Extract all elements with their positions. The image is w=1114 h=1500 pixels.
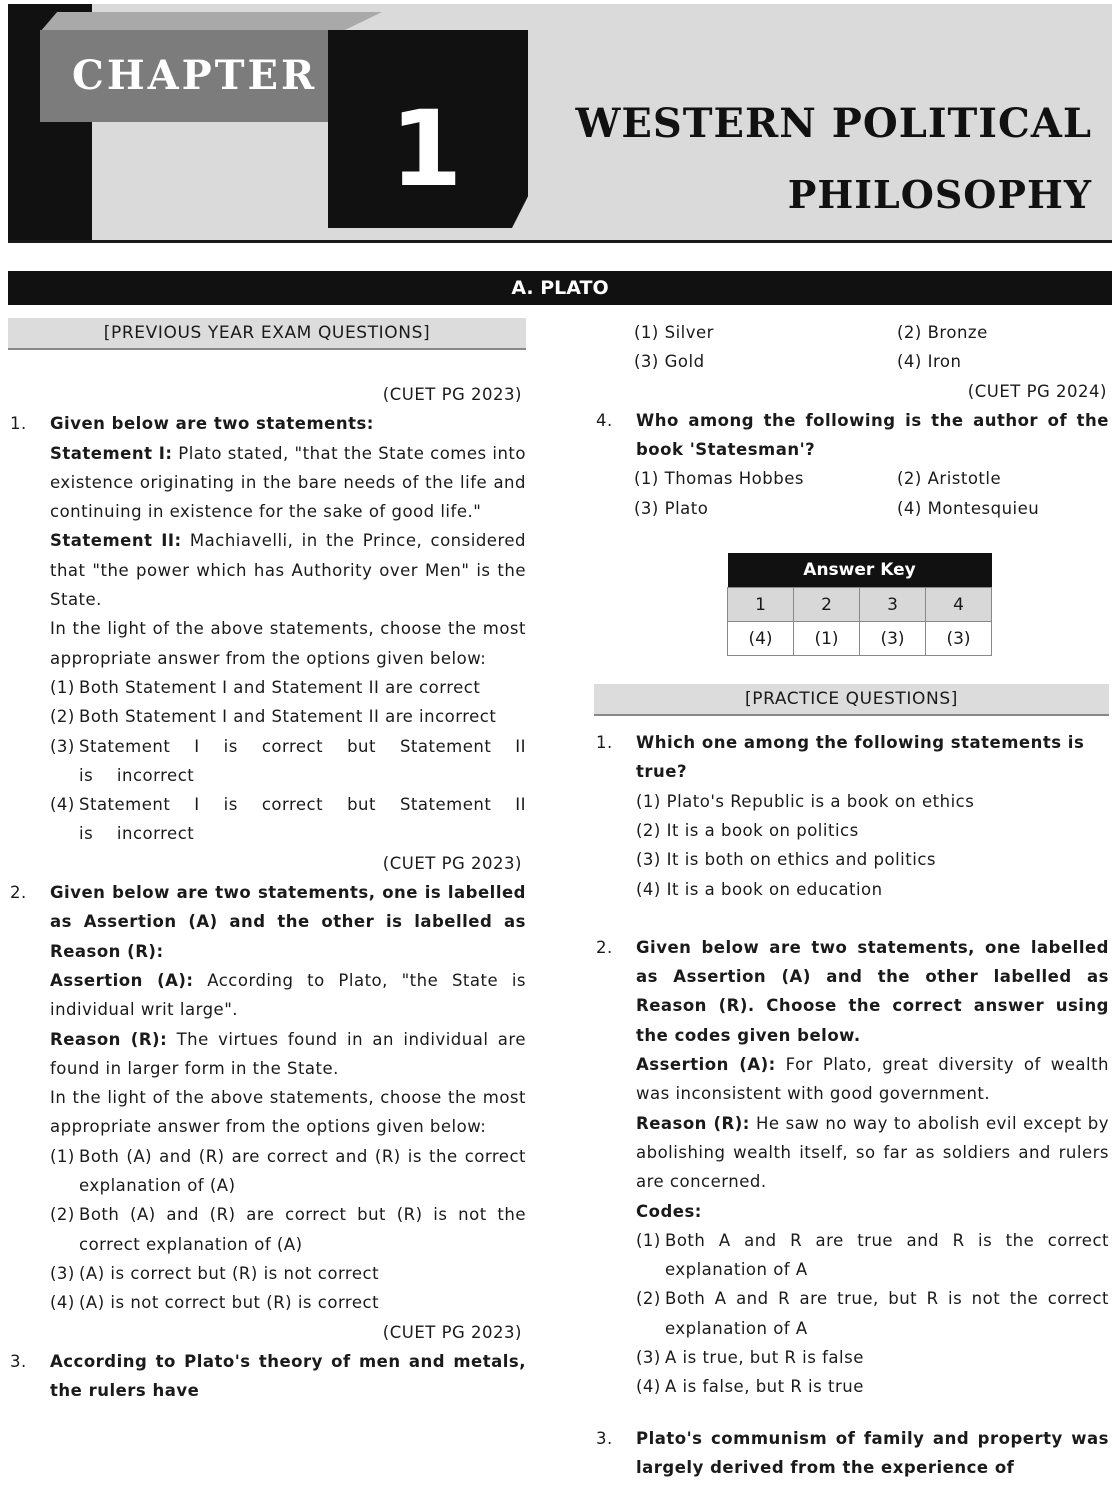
answer-key-question: 1 — [728, 588, 794, 622]
option-number: (1) — [50, 677, 75, 697]
question-number: 3. — [10, 1351, 27, 1371]
question-stem: Plato's communism of family and property was largely derived from the experience of — [636, 1428, 1109, 1477]
question-number: 4. — [596, 410, 613, 430]
option-text: (A) is not correct but (R) is correct — [79, 1293, 380, 1313]
option-number: (3) — [50, 1263, 75, 1283]
option: (4) Iron — [897, 352, 962, 372]
assertion-text: For Plato, great diversity of wealth was inconsistent with good government. — [636, 1055, 1109, 1104]
reason-label: Reason (R): — [636, 1113, 750, 1133]
question-number: 2. — [10, 883, 27, 903]
option-text: Statement I is correct but Statement II is incorrect — [79, 795, 526, 844]
q4-options — [594, 464, 1109, 523]
previous-year-heading: [PREVIOUS YEAR EXAM QUESTIONS] — [8, 318, 526, 350]
option — [50, 790, 526, 849]
reason-label: Reason (R): — [50, 1029, 168, 1049]
practice-question-2 — [594, 933, 1109, 1402]
option-number: (4) — [50, 1293, 75, 1313]
option-number: (3) — [50, 736, 75, 756]
option-text: Both Statement I and Statement II are incorrect — [79, 707, 497, 727]
q2-source: (CUET PG 2023) — [382, 853, 522, 873]
option: (2) Aristotle — [897, 469, 1002, 489]
option-number: (3) — [636, 1348, 661, 1368]
question-stem: According to Plato's theory of men and metals, the rulers have — [50, 1351, 526, 1401]
question-number: 1. — [596, 733, 613, 753]
instruction: In the light of the above statements, choose the most appropriate answer from the options given below: — [50, 619, 526, 668]
option-number: (4) — [636, 1377, 661, 1397]
q4-source: (CUET PG 2024) — [967, 381, 1107, 401]
option — [50, 702, 526, 731]
answer-key-question: 4 — [926, 588, 992, 622]
option-number: (1) — [636, 1230, 661, 1250]
assertion — [636, 1050, 1109, 1109]
right-column — [594, 318, 1109, 1482]
assertion-label: Assertion (A): — [50, 970, 194, 990]
option-text: Both Statement I and Statement II are correct — [79, 677, 481, 697]
option-number: (2) — [636, 1289, 661, 1309]
assertion-label: Assertion (A): — [636, 1055, 776, 1075]
practice-question-3 — [594, 1424, 1109, 1483]
answer-key-answer: (3) — [926, 622, 992, 656]
q1-source: (CUET PG 2023) — [382, 385, 522, 404]
answer-key-answer: (1) — [794, 622, 860, 656]
question-stem: Given below are two statements, one labelled as Assertion (A) and the other labelled as Reason (R). Choose the correct answer using the codes given below. — [636, 937, 1109, 1045]
option-text: Both (A) and (R) are correct and (R) is the correct explanation of (A) — [79, 1146, 526, 1196]
chapter-title-line1: WESTERN POLITICAL — [575, 100, 1092, 147]
option: (2) It is a book on politics — [636, 820, 859, 840]
reason — [636, 1109, 1109, 1197]
option: (3) Gold — [634, 352, 705, 372]
assertion — [50, 966, 526, 1025]
statement-2-label: Statement II: — [50, 531, 182, 551]
practice-heading: [PRACTICE QUESTIONS] — [594, 684, 1109, 716]
option-number: (4) — [50, 795, 75, 815]
question-stem: Given below are two statements, one is labelled as Assertion (A) and the other is labelled as Reason (R): — [50, 883, 526, 961]
reason-text: The virtues found in an individual are found in larger form in the State. — [50, 1029, 526, 1078]
assertion-text: According to Plato, "the State is individual writ large". — [50, 970, 527, 1020]
answer-key-question: 3 — [860, 588, 926, 622]
answer-key-question: 2 — [794, 588, 860, 622]
option: (3) Plato — [634, 498, 709, 518]
reason-text: He saw no way to abolish evil except by abolishing wealth itself, so far as soldiers and rulers are concerned. — [636, 1113, 1109, 1192]
chapter-label: CHAPTER — [72, 52, 318, 99]
question-3 — [8, 1347, 526, 1406]
option — [50, 1288, 526, 1317]
option-number: (1) — [50, 1146, 75, 1166]
statement-1-label: Statement I: — [50, 443, 173, 463]
option: (4) Montesquieu — [897, 498, 1040, 518]
option — [636, 1284, 1109, 1343]
option-text: Both (A) and (R) are correct but (R) is not the correct explanation of (A) — [79, 1205, 526, 1254]
option-text: A is true, but R is false — [665, 1348, 864, 1368]
answer-key-answer: (4) — [728, 622, 794, 656]
option — [50, 1259, 526, 1288]
option-text: Both A and R are true, but R is not the correct explanation of A — [665, 1289, 1109, 1338]
option: (3) It is both on ethics and politics — [636, 850, 936, 870]
statement-2 — [50, 526, 526, 614]
option: (2) Bronze — [897, 323, 988, 342]
answer-key-table — [727, 553, 992, 656]
question-number: 3. — [596, 1428, 613, 1448]
q3-source: (CUET PG 2023) — [382, 1322, 522, 1342]
option — [50, 732, 526, 791]
practice-question-1 — [594, 728, 1109, 904]
answer-key-answer: (3) — [860, 622, 926, 656]
question-2 — [8, 878, 526, 1317]
question-1 — [8, 409, 526, 848]
option — [636, 1343, 1109, 1372]
option — [50, 673, 526, 702]
option-number: (2) — [50, 1205, 75, 1225]
option — [50, 1200, 526, 1259]
section-title: A. PLATO — [8, 271, 1112, 305]
statement-2-text: Machiavelli, in the Prince, considered that "the power which has Authority over Men" is the State. — [50, 531, 526, 610]
option: (1) Plato's Republic is a book on ethics — [636, 791, 975, 811]
question-stem: Which one among the following statements is true? — [636, 733, 1085, 782]
option: (4) It is a book on education — [636, 879, 883, 899]
banner-rule — [8, 240, 1112, 243]
option-text: Both A and R are true and R is the correct explanation of A — [665, 1230, 1109, 1280]
codes-label: Codes: — [636, 1201, 702, 1221]
option — [50, 1142, 526, 1201]
question-number: 1. — [10, 414, 27, 434]
statement-1 — [50, 439, 526, 527]
chapter-number: 1 — [390, 88, 463, 210]
option-text: Statement I is correct but Statement II is incorrect — [79, 736, 526, 785]
chapter-tab-bevel — [40, 12, 382, 32]
question-4 — [594, 406, 1109, 465]
option: (1) Thomas Hobbes — [634, 469, 804, 489]
chapter-title-line2: PHILOSOPHY — [787, 172, 1092, 217]
option-text: (A) is correct but (R) is not correct — [79, 1263, 380, 1283]
left-column — [8, 318, 526, 1405]
option-number: (2) — [50, 707, 75, 727]
statement-1-text: Plato stated, "that the State comes into existence originating in the bare needs of the life and continuing in existence for the sake of good life." — [50, 443, 526, 522]
answer-key-title: Answer Key — [728, 553, 992, 588]
reason — [50, 1025, 526, 1084]
option-text: A is false, but R is true — [665, 1377, 864, 1397]
option — [636, 1226, 1109, 1285]
question-number: 2. — [596, 937, 613, 957]
option: (1) Silver — [634, 323, 714, 342]
instruction: In the light of the above statements, choose the most appropriate answer from the options given below: — [50, 1088, 526, 1137]
question-stem: Who among the following is the author of the book 'Statesman'? — [636, 410, 1109, 460]
q3-options — [594, 318, 1109, 377]
question-stem: Given below are two statements: — [50, 414, 374, 434]
option — [636, 1372, 1109, 1401]
